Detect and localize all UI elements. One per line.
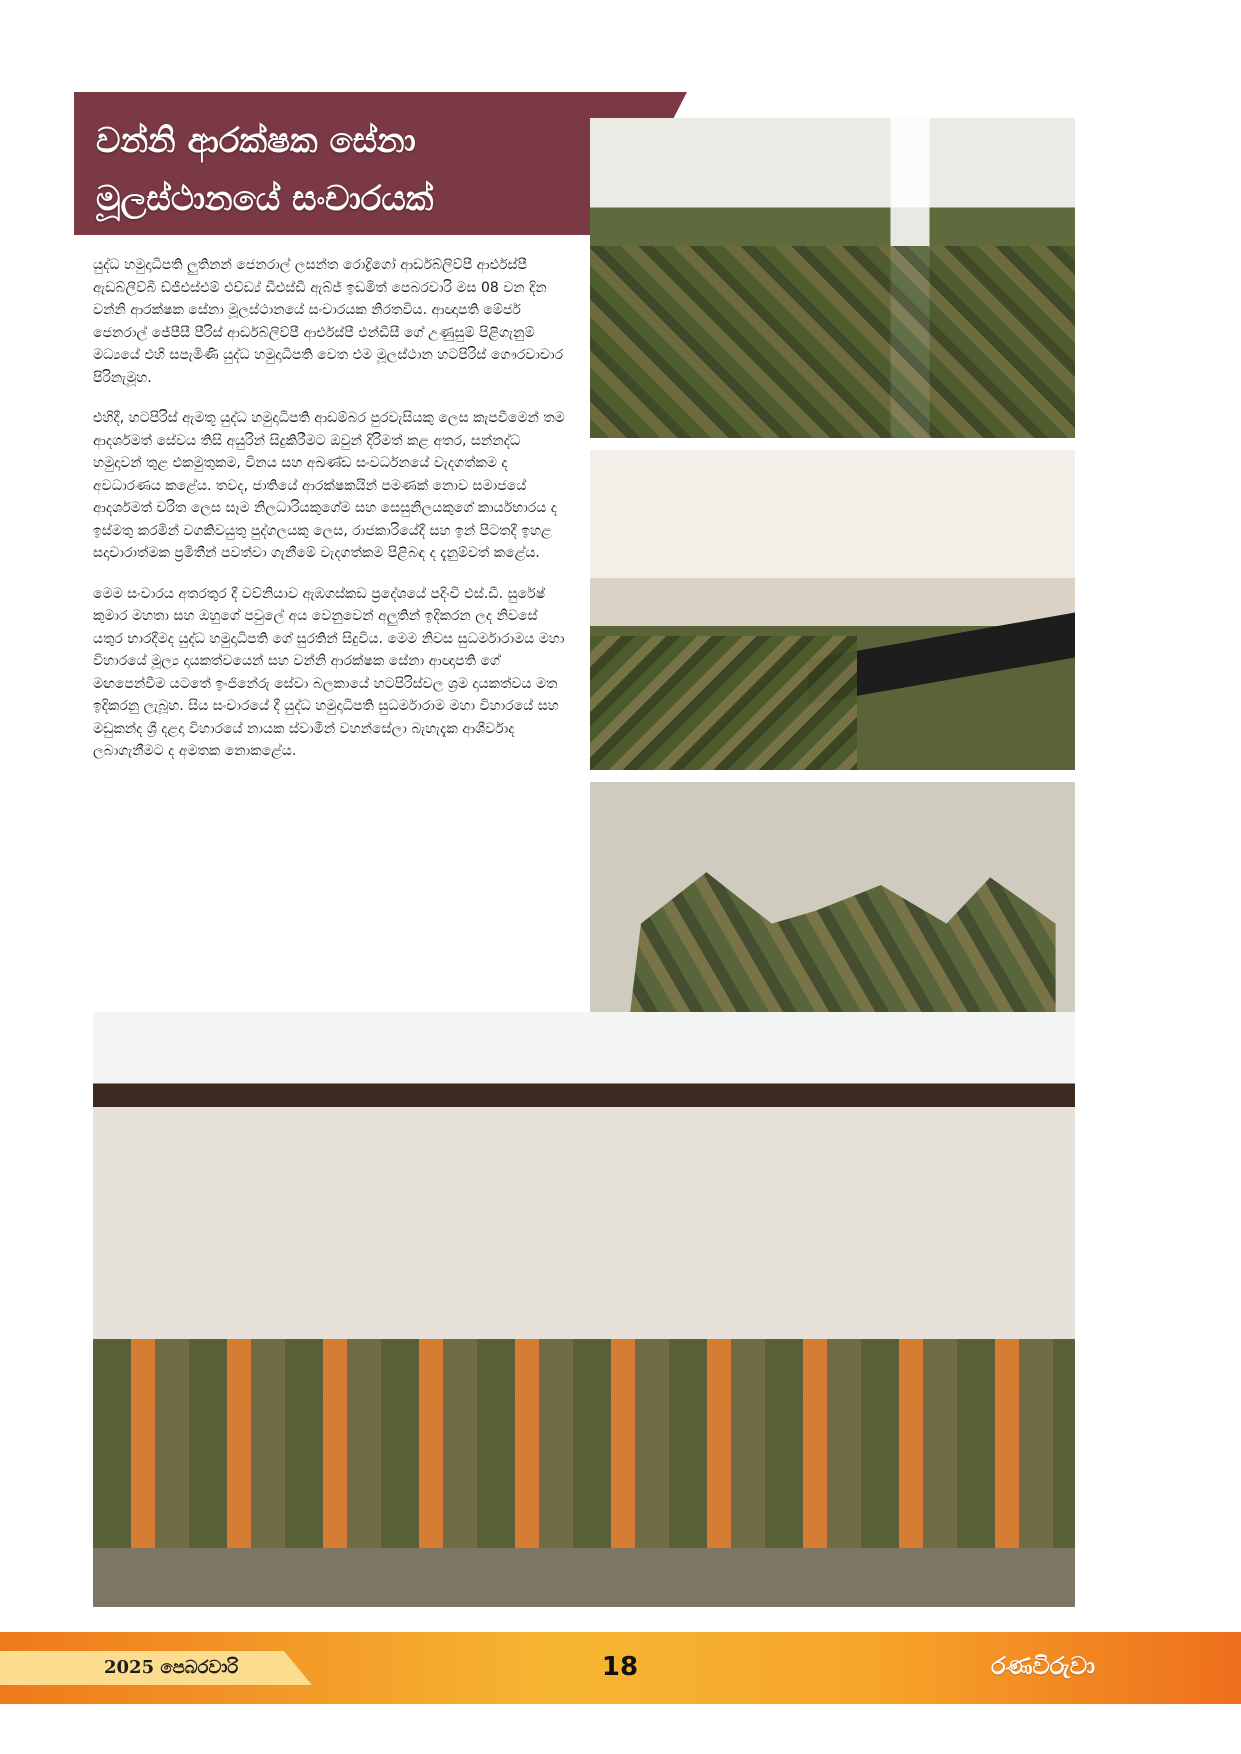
photo-house-handover-group xyxy=(93,1012,1075,1607)
article-paragraph-3: මෙම සංචාරය අතරතුර දී වව්නියාව ඇඹගස්කඩ ප්‍රදේශයේ පදිංචි එස්.ඩී. සුරේෂ් කුමාර මහතා සහ ඔහුගේ පවුලේ අය වෙනුවෙන් අලුතින් ඉදිකරන ලද නිවසේ යතුර භාරදීමද යුද්ධ හමුදාධිපති ගේ සුරතින් සිදුවිය. මෙම නිවස සුධර්මාරාමය මහා විහාරයේ මූල්‍ය දායකත්වයෙන් සහ වන්නි ආරක්ෂක සේනා ආඥාපති ගේ මඟපෙන්වීම යටතේ ඉංජිනේරු සේවා බලකායේ හටපිරිස්වල ශ්‍රම දායකත්වය මත ඉදිකරනු ලැබූහ. සිය සංචාරයේ දී යුද්ධ හමුදාධිපති සුධර්මාරාම මහා විහාරයේ සහ මඩුකන්ද ශ්‍රී දළදා විහාරයේ නායක ස්වාමීන් වහන්සේලා බැහැදැක ආශීර්වාද ලබාගැනීමට ද අමතක නොකළේය. xyxy=(93,585,565,759)
page-number: 18 xyxy=(601,1652,639,1682)
photo-dining-hall xyxy=(590,450,1075,770)
article-paragraph-2: එහිදී, හටපිරිස් ඇමතූ යුද්ධ හමුදාධිපති ආඩම්බර පුරවැසියකු ලෙස කැපවීමෙන් තම ආදර්ශමත් සේවය තිසි අයුරින් සිදුකිරීමට ඔවුන් දිරිමත් කළ අතර, සන්නද්ධ හමුදාවන් තුළ එකමුතුකම, විනය සහ අඛණ්ඩ සංවර්ධනයේ වැදගත්කම ද අවධාරණය කළේය. තවද, ජාතියේ ආරක්ෂකයින් පමණක් නොව සමාජයේ ආදර්ශමත් චරිත ලෙස සෑම නිලධාරියකුගේම සහ සෙසුනිලයකුගේ කාර්යභාරය ද ඉස්මතු කරමින් වගකිවයුතු පුද්ගලයකු ලෙස, රාජකාරියේදී සහ ඉන් පිටතදී ඉහළ සදාචාරාත්මක ප්‍රමිතීන් පවත්වා ගැනීමේ වැදගත්කම පිළිබඳ ද දැනුම්වත් කළේය. xyxy=(93,410,565,561)
title-line-1: වන්නි ආරක්ෂක සේනා xyxy=(96,121,416,161)
article-paragraph-1: යුද්ධ හමුදාධිපති ලුතිනන් ජෙනරාල් ලසන්ත රොද්‍රිගෝ ආර්ඩබ්ලිව්පී ආර්එස්පී ඇඩබ්ලිව්බී ඩ්ජීඑස්එම් එච්ඩ්‍ය් ඩීඑස්ඩී ඇබ්ජ් ඉඩමිත් පෙබරවාරි මස 08 වන දින වන්නි ආරක්ෂක සේනා මූලස්ථානයේ සංචාරයක නිරතවිය. ආඥාපති මේජර් ජෙනරාල් ජේපීසී පීරිස් ආර්ඩබ්ලිව්පී ආර්එස්පී එන්ඩීසී ගේ උණුසුම් පිළිගැනුම් මධ්‍යයේ එහි සපැමිණි යුද්ධ හමුදාධිපති වෙත එම මූලස්ථාන හටපිරිස් ගෞරවාචාර පිරිනැමූහ. xyxy=(93,257,564,386)
page-title xyxy=(96,112,616,228)
photo-army-chief-greeting xyxy=(590,118,1075,438)
magazine-logo: රණවිරුවා xyxy=(991,1652,1095,1680)
title-line-2: මූලස්ථානයේ සංචාරයක් xyxy=(96,179,434,219)
article-body xyxy=(93,254,571,781)
footer-date: 2025 පෙබරවාරි xyxy=(104,1657,239,1678)
